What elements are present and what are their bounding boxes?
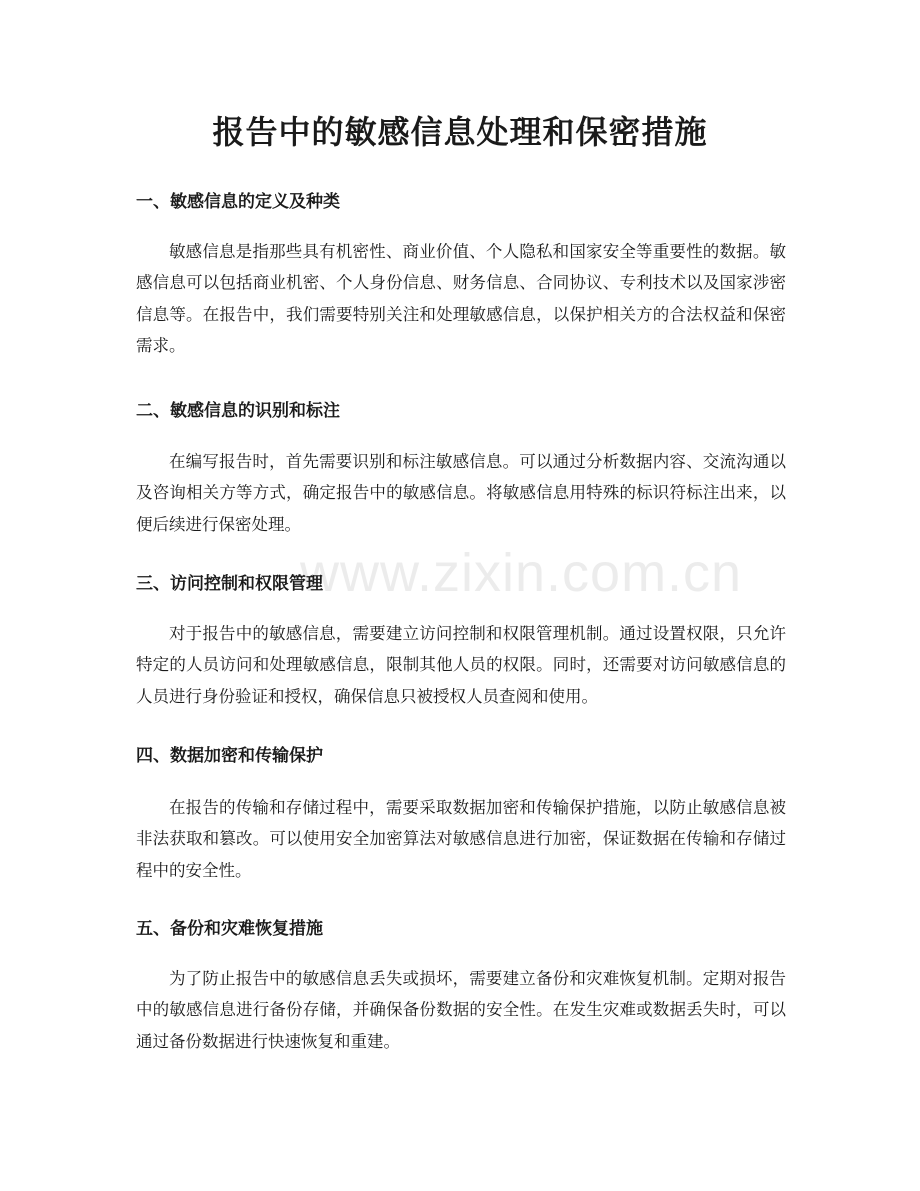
section-body-1: 敏感信息是指那些具有机密性、商业价值、个人隐私和国家安全等重要性的数据。敏感信息可以包括商业机密、个人身份信息、财务信息、合同协议、专利技术以及国家涉密信息等。在报告中，我们需要特别关注和处理敏感信息，以保护相关方的合法权益和保密需求。: [136, 242, 786, 355]
page-title: 报告中的敏感信息处理和保密措施: [212, 113, 708, 151]
section-body-3: 对于报告中的敏感信息，需要建立访问控制和权限管理机制。通过设置权限，只允许特定的人员访问和处理敏感信息，限制其他人员的权限。同时，还需要对访问敏感信息的人员进行身份验证和授权，确保信息只被授权人员查阅和使用。: [136, 624, 786, 706]
section-heading-2: 二、敏感信息的识别和标注: [136, 401, 340, 421]
section-body-2: 在编写报告时，首先需要识别和标注敏感信息。可以通过分析数据内容、交流沟通以及咨询相关方等方式，确定报告中的敏感信息。将敏感信息用特殊的标识符标注出来，以便后续进行保密处理。: [136, 452, 786, 534]
section-heading-1: 一、敏感信息的定义及种类: [136, 192, 340, 212]
section-heading-5: 五、备份和灾难恢复措施: [136, 919, 323, 939]
section-heading-4: 四、数据加密和传输保护: [136, 746, 323, 766]
section-body-4: 在报告的传输和存储过程中，需要采取数据加密和传输保护措施，以防止敏感信息被非法获取和篡改。可以使用安全加密算法对敏感信息进行加密，保证数据在传输和存储过程中的安全性。: [136, 798, 786, 880]
watermark: www.zixin.com.cn: [300, 543, 743, 603]
section-heading-3: 三、访问控制和权限管理: [136, 574, 323, 594]
section-body-5: 为了防止报告中的敏感信息丢失或损坏，需要建立备份和灾难恢复机制。定期对报告中的敏感信息进行备份存储，并确保备份数据的安全性。在发生灾难或数据丢失时，可以通过备份数据进行快速恢复和重建。: [136, 969, 786, 1051]
